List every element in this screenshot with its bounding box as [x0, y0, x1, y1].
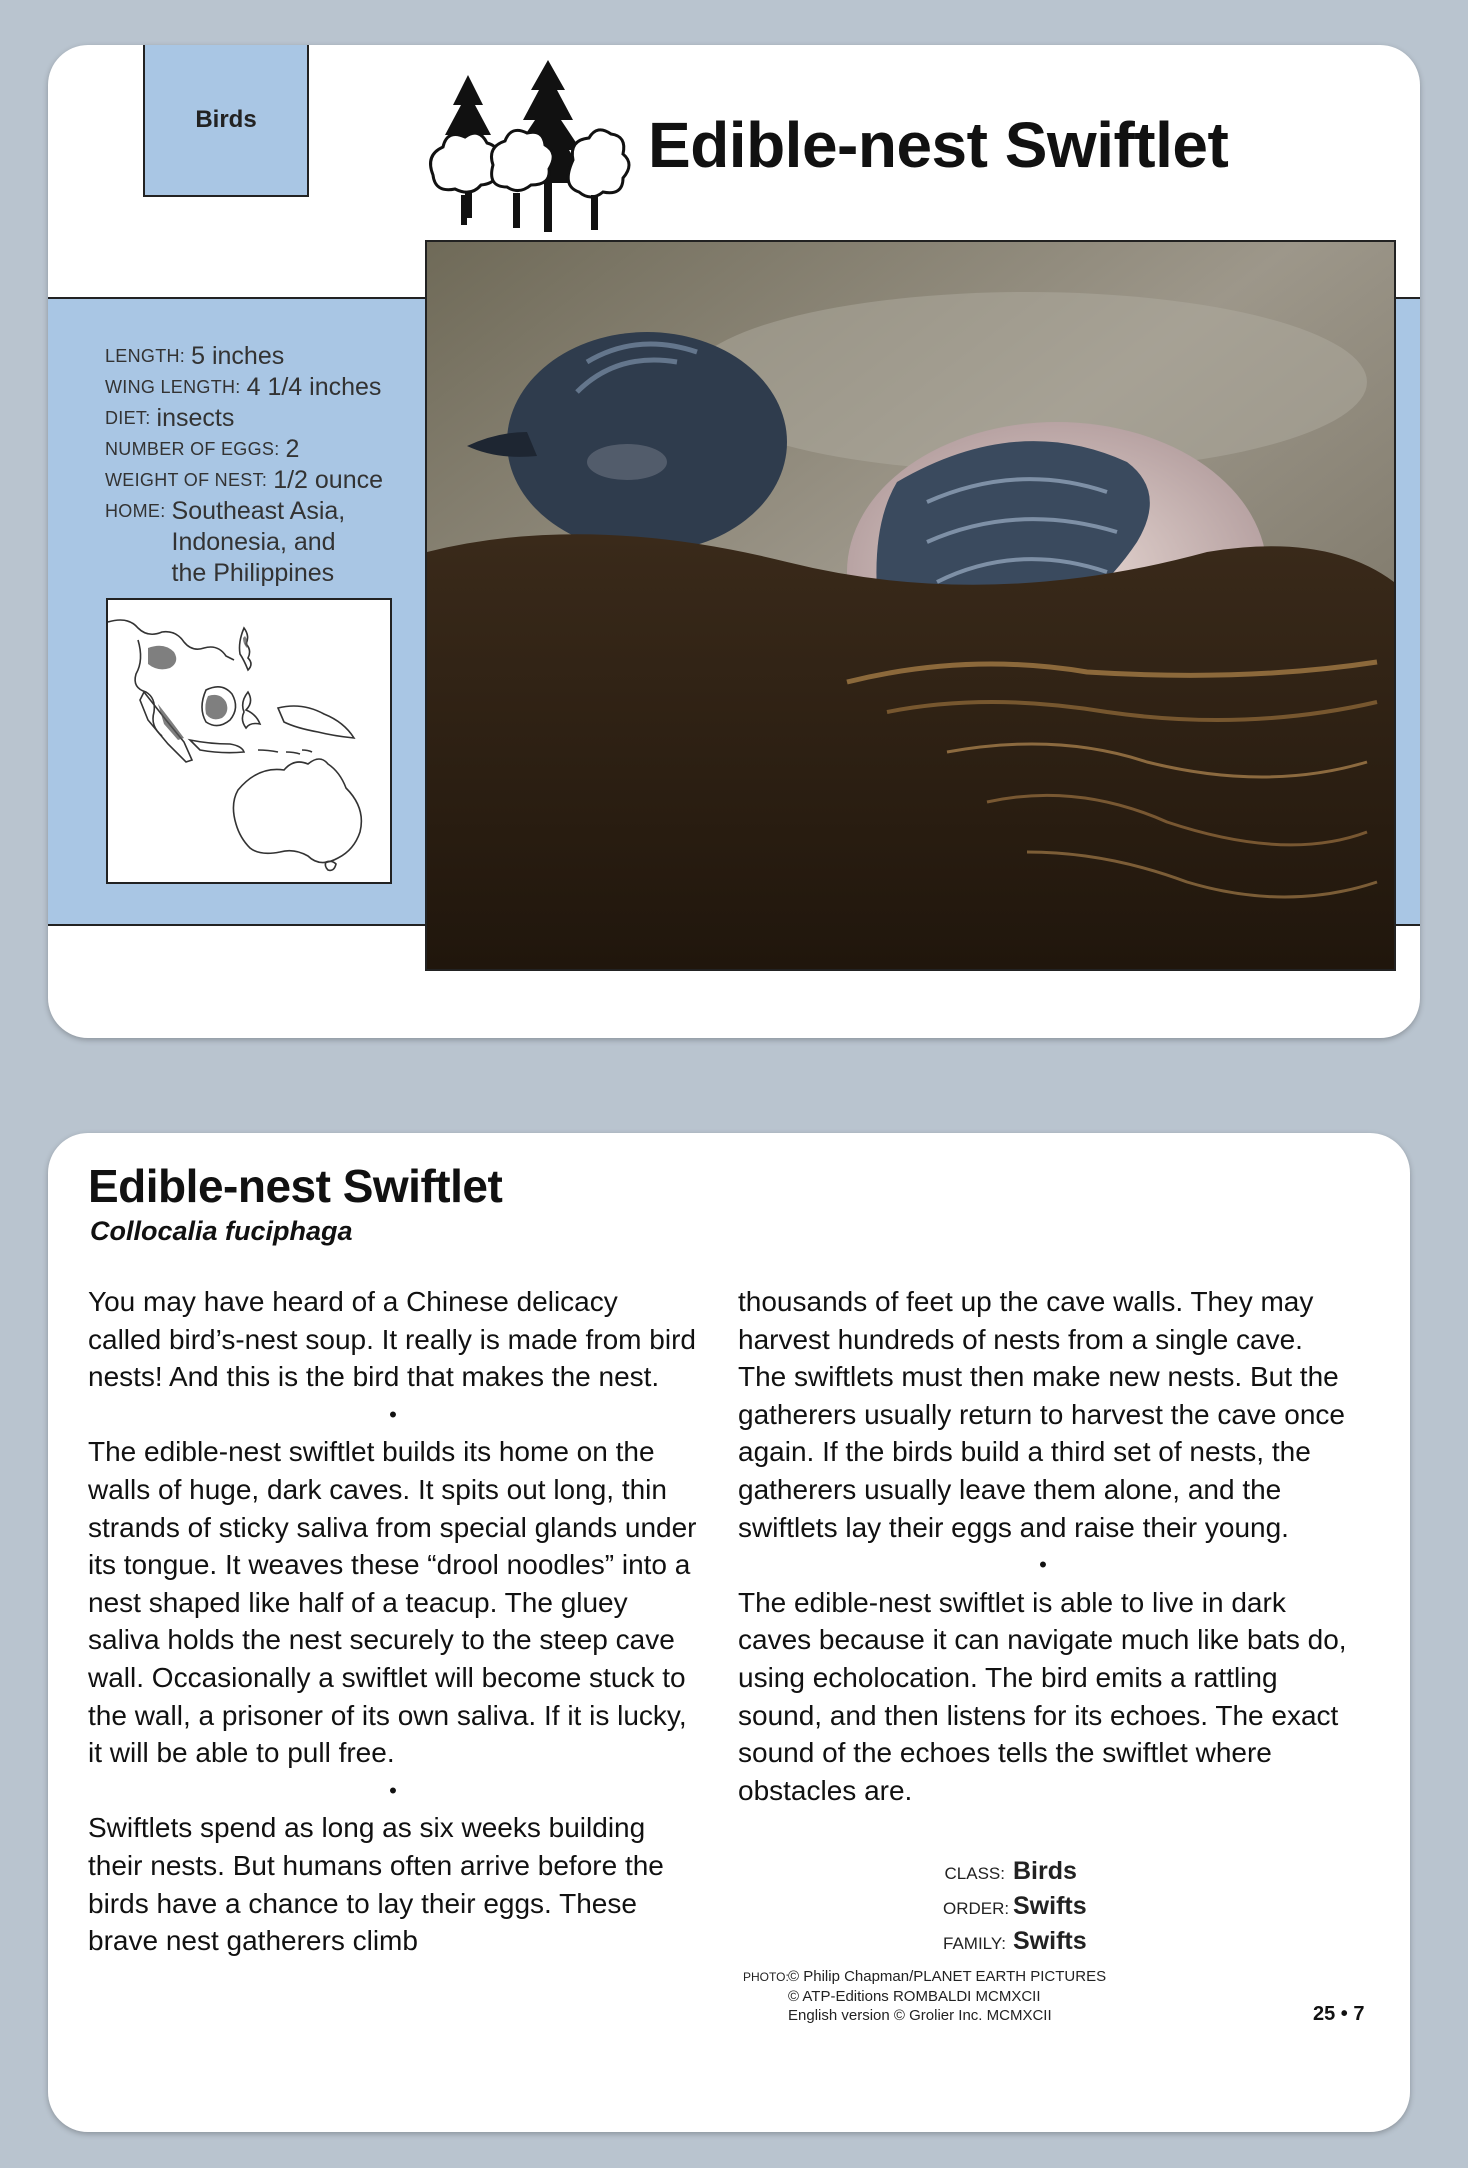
fact-diet: [105, 403, 405, 434]
fact-length: [105, 341, 405, 372]
separator-dot: •: [389, 1777, 397, 1803]
category-tab: [143, 45, 309, 197]
credit-line: English version © Grolier Inc. MCMXCII: [788, 2007, 1052, 2024]
fact-list: [105, 341, 405, 589]
card-back: [48, 1133, 1410, 2132]
fact-eggs: [105, 434, 405, 465]
order-value: Swifts: [1013, 1892, 1087, 1920]
fact-nest-weight: [105, 465, 405, 496]
photo-label: PHOTO:: [743, 1970, 789, 1984]
separator-dot: •: [1039, 1552, 1047, 1578]
fact-label: DIET:: [105, 408, 151, 428]
credit-line: © ATP-Editions ROMBALDI MCMXCII: [788, 1988, 1041, 2005]
class-row: [943, 1855, 1087, 1890]
fact-home: [105, 496, 405, 589]
order-row: [943, 1890, 1087, 1925]
order-label: ORDER:: [943, 1899, 1010, 1918]
fact-label: WEIGHT OF NEST:: [105, 470, 268, 490]
fact-label: HOME:: [105, 501, 166, 521]
text-column-1: [88, 1283, 698, 1960]
photo-credits: [743, 1967, 1106, 2025]
fact-label: LENGTH:: [105, 346, 186, 366]
text-column-2: [738, 1283, 1348, 1809]
credit-line: © Philip Chapman/PLANET EARTH PICTURES: [788, 1968, 1107, 1985]
paragraph: The edible-nest swiftlet is able to live in dark caves because it can navigate much like bats do, using echolocation. The bird emits a rattling sound, and then listens for its echoes. The exact sound of the echoes tells the swiftlet where obstacles are.: [738, 1586, 1347, 1806]
class-value: Birds: [1013, 1857, 1077, 1885]
paragraph: Swiftlets spend as long as six weeks building their nests. But humans often arrive before the birds have a chance to lay their eggs. These brave nest gatherers climb: [88, 1812, 664, 1957]
fact-value: insects: [156, 404, 235, 432]
fact-wing-length: [105, 372, 405, 403]
scientific-name: Collocalia fuciphaga: [90, 1216, 353, 1246]
class-label: CLASS:: [944, 1864, 1005, 1883]
classification: [943, 1855, 1087, 1960]
fact-value: Southeast Asia, Indonesia, and the Philippines: [171, 497, 346, 587]
fact-label: WING LENGTH:: [105, 377, 241, 397]
front-title: Edible-nest Swiftlet: [648, 109, 1229, 181]
range-map: [106, 598, 392, 884]
category-label: Birds: [195, 106, 257, 133]
paragraph: The edible-nest swiftlet builds its home on the walls of huge, dark caves. It spits out long, thin strands of sticky saliva from special glands under its tongue. It weaves these “drool noodles” into a nest shaped like half of a teacup. The gluey saliva holds the nest securely to the steep cave wall. Occasionally a swiftlet will become stuck to the wall, a prisoner of its own saliva. If it is lucky, it will be able to pull free.: [88, 1436, 697, 1769]
separator-dot: •: [389, 1401, 397, 1427]
family-label: FAMILY:: [943, 1934, 1006, 1953]
family-value: Swifts: [1013, 1927, 1087, 1955]
fact-value: 1/2 ounce: [273, 466, 384, 494]
fact-value: 4 1/4 inches: [246, 373, 382, 401]
swiftlet-chick-photo: [425, 240, 1396, 971]
back-title: Edible-nest Swiftlet: [88, 1160, 503, 1212]
card-front: [48, 45, 1420, 1038]
fact-label: NUMBER OF EGGS:: [105, 439, 280, 459]
family-row: [943, 1925, 1087, 1960]
paragraph: You may have heard of a Chinese delicacy called bird’s-nest soup. It really is made from bird nests! And this is the bird that makes the nest.: [88, 1286, 696, 1393]
fact-value: 2: [285, 435, 300, 463]
card-number: 25 • 7: [1313, 2003, 1365, 2025]
trees-icon: [423, 55, 633, 235]
fact-value: 5 inches: [191, 342, 285, 370]
paragraph: thousands of feet up the cave walls. They may harvest hundreds of nests from a single cave. The swiftlets must then make new nests. But the gatherers usually return to harvest the cave once again. If the birds build a third set of nests, the gatherers usually leave them alone, and the swiftlets lay their eggs and raise their young.: [738, 1286, 1346, 1543]
